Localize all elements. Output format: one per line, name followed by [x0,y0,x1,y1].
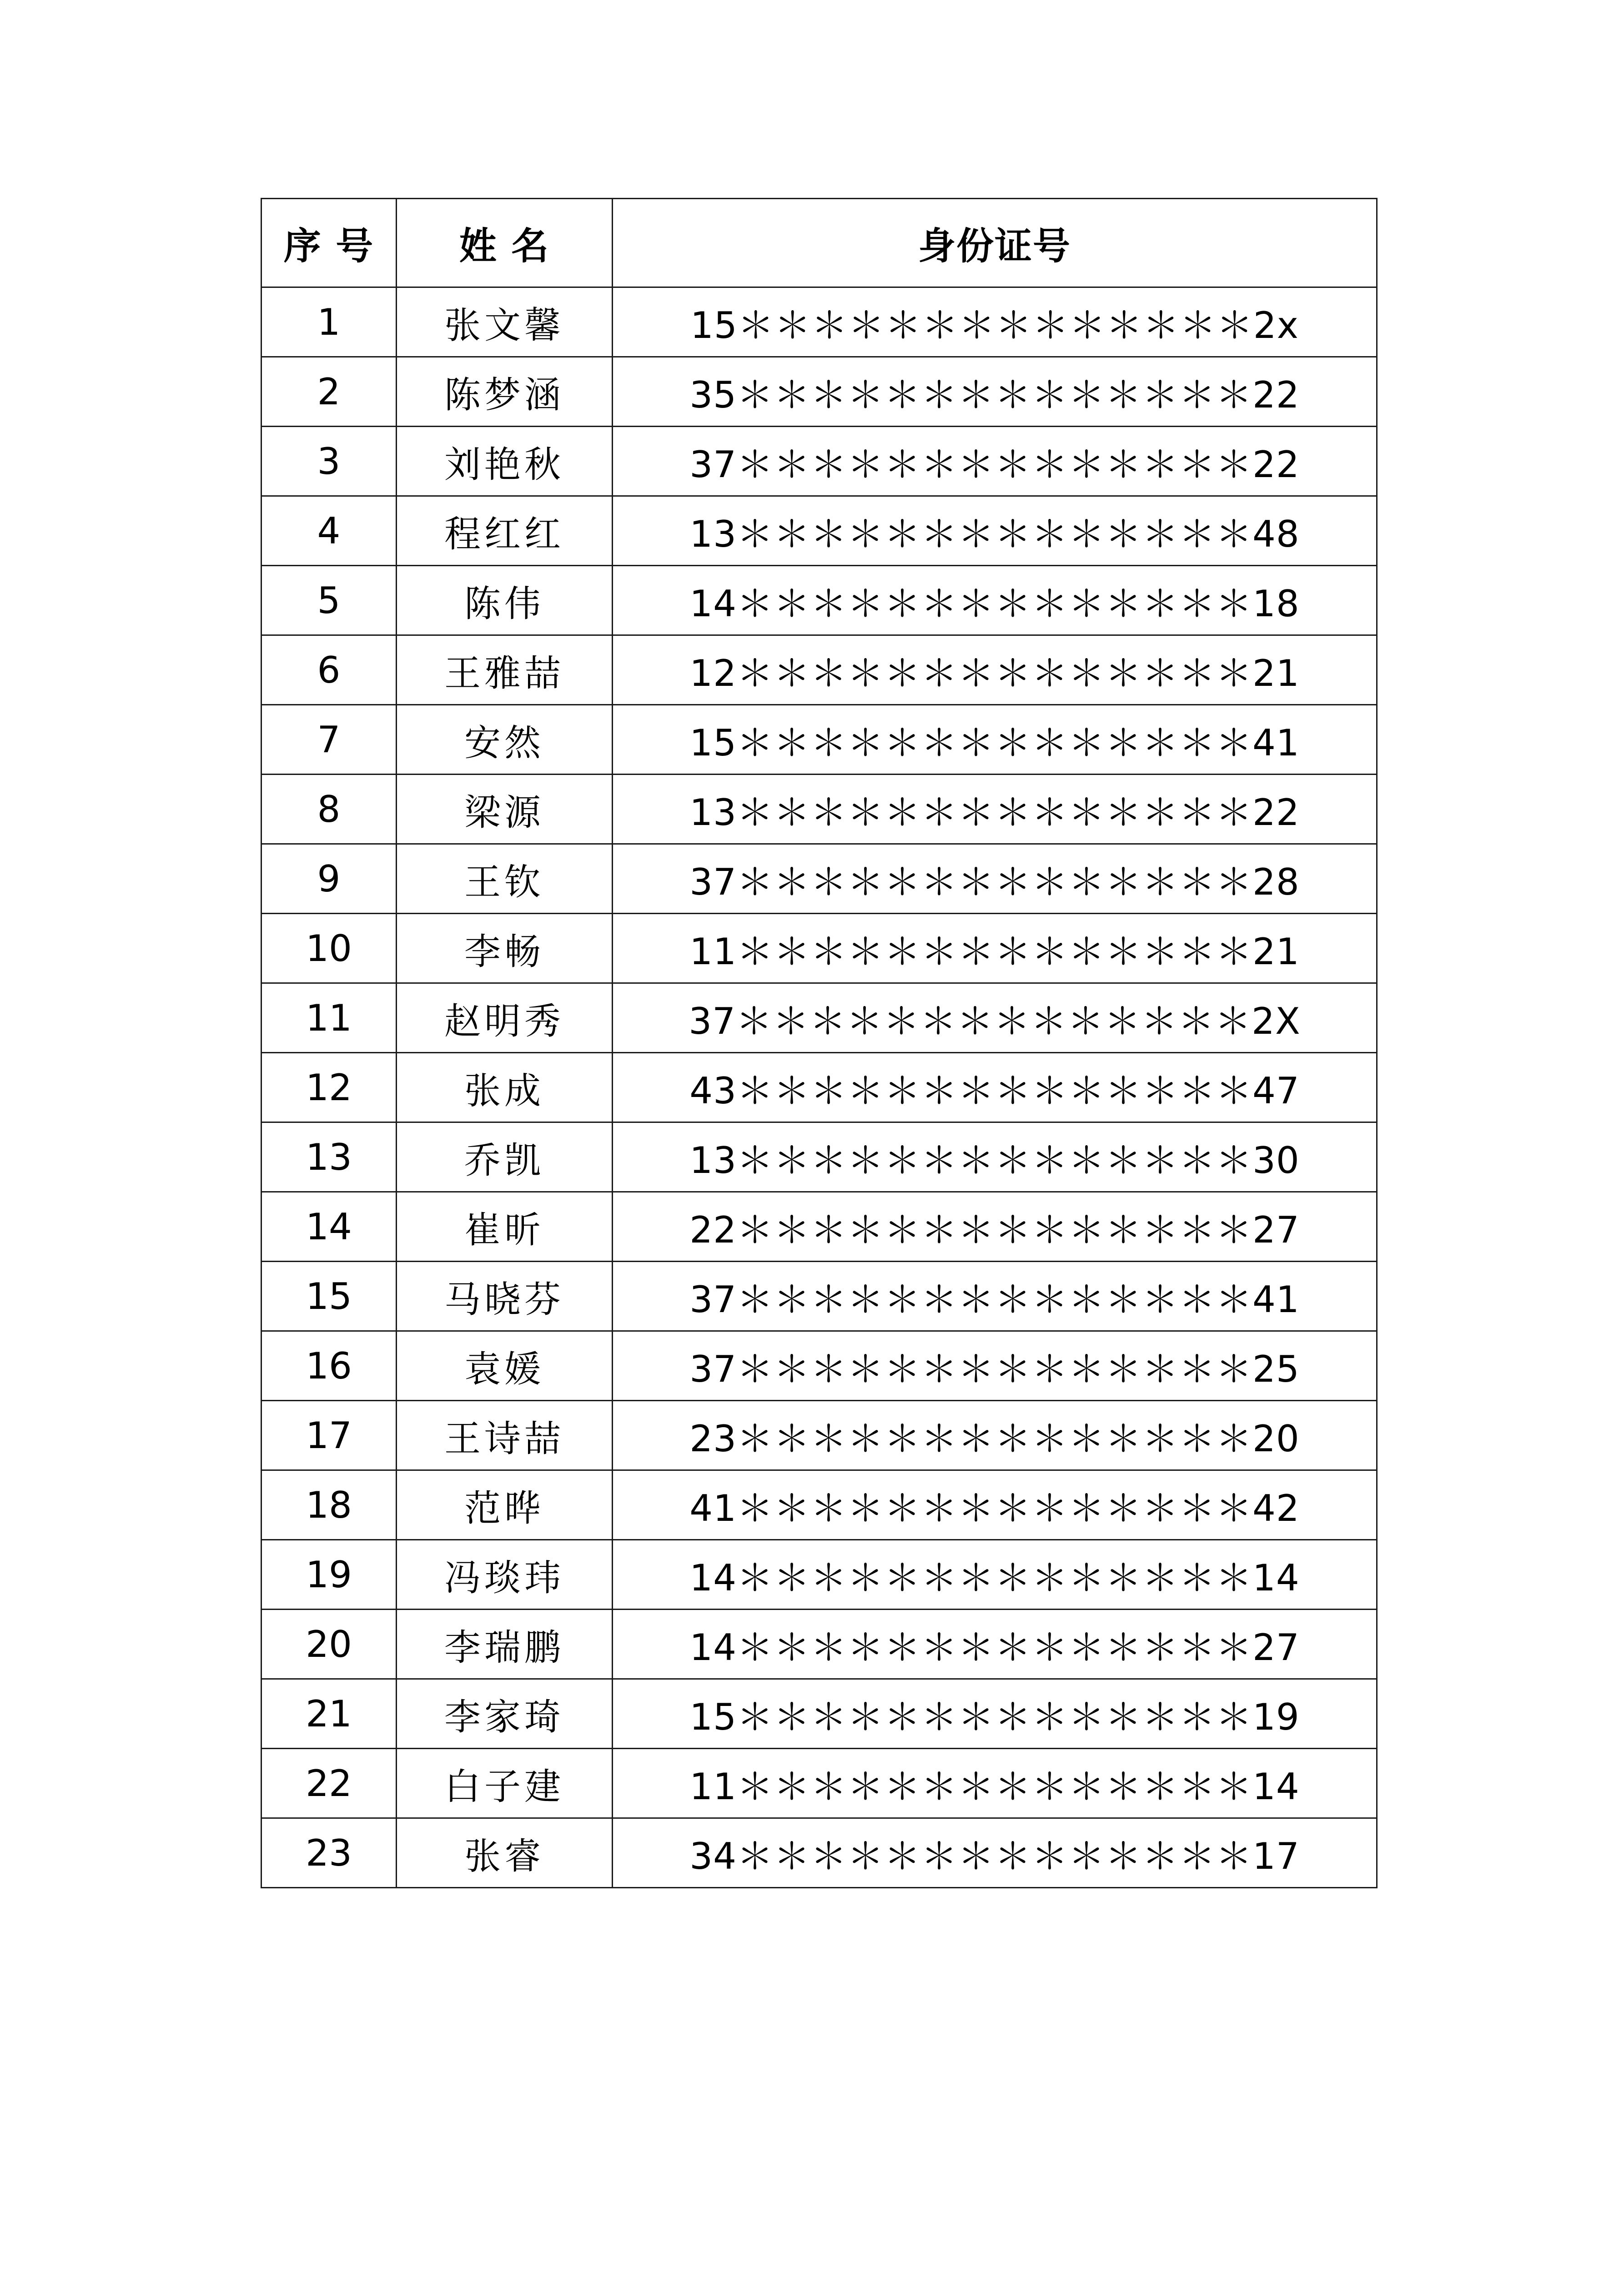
document-page [261,198,1376,1888]
name-cell: 崔昕 [397,1192,613,1262]
serial-number-cell: 16 [261,1331,397,1401]
table-row [261,496,1377,566]
serial-number-cell: 23 [261,1818,397,1888]
id-number-cell: 15＊＊＊＊＊＊＊＊＊＊＊＊＊＊2x [613,287,1377,357]
serial-number-cell: 1 [261,287,397,357]
id-number-cell: 37＊＊＊＊＊＊＊＊＊＊＊＊＊＊25 [613,1331,1377,1401]
name-cell: 张睿 [397,1818,613,1888]
id-number-cell: 37＊＊＊＊＊＊＊＊＊＊＊＊＊＊41 [613,1262,1377,1331]
serial-number-cell: 13 [261,1122,397,1192]
table-row [261,1679,1377,1749]
roster-table [261,198,1378,1888]
serial-number-cell: 20 [261,1610,397,1679]
table-row [261,1610,1377,1679]
serial-number-cell: 6 [261,635,397,705]
table-row [261,1540,1377,1610]
name-cell: 李畅 [397,914,613,983]
serial-number-cell: 4 [261,496,397,566]
header-row [261,199,1377,287]
table-row [261,1262,1377,1331]
name-cell: 梁源 [397,775,613,844]
name-cell: 乔凯 [397,1122,613,1192]
table-row [261,566,1377,635]
name-cell: 张成 [397,1053,613,1122]
id-number-cell: 23＊＊＊＊＊＊＊＊＊＊＊＊＊＊20 [613,1401,1377,1470]
serial-number-cell: 3 [261,427,397,496]
name-cell: 范晔 [397,1470,613,1540]
serial-number-cell: 8 [261,775,397,844]
id-number-cell: 13＊＊＊＊＊＊＊＊＊＊＊＊＊＊22 [613,775,1377,844]
name-cell: 马晓芬 [397,1262,613,1331]
table-row [261,635,1377,705]
name-cell: 安然 [397,705,613,775]
table-row [261,1818,1377,1888]
header-name: 姓 名 [397,199,613,287]
table-body [261,287,1377,1888]
id-number-cell: 13＊＊＊＊＊＊＊＊＊＊＊＊＊＊30 [613,1122,1377,1192]
serial-number-cell: 22 [261,1749,397,1818]
table-header [261,199,1377,287]
name-cell: 陈伟 [397,566,613,635]
serial-number-cell: 18 [261,1470,397,1540]
serial-number-cell: 14 [261,1192,397,1262]
table-row [261,357,1377,427]
name-cell: 李瑞鹏 [397,1610,613,1679]
table-row [261,1470,1377,1540]
name-cell: 赵明秀 [397,983,613,1053]
name-cell: 袁媛 [397,1331,613,1401]
table-row [261,983,1377,1053]
table-row [261,844,1377,914]
name-cell: 程红红 [397,496,613,566]
name-cell: 陈梦涵 [397,357,613,427]
table-row [261,775,1377,844]
id-number-cell: 12＊＊＊＊＊＊＊＊＊＊＊＊＊＊21 [613,635,1377,705]
serial-number-cell: 21 [261,1679,397,1749]
serial-number-cell: 15 [261,1262,397,1331]
name-cell: 白子建 [397,1749,613,1818]
id-number-cell: 11＊＊＊＊＊＊＊＊＊＊＊＊＊＊14 [613,1749,1377,1818]
table-row [261,1401,1377,1470]
table-row [261,1053,1377,1122]
name-cell: 李家琦 [397,1679,613,1749]
serial-number-cell: 19 [261,1540,397,1610]
id-number-cell: 11＊＊＊＊＊＊＊＊＊＊＊＊＊＊21 [613,914,1377,983]
serial-number-cell: 11 [261,983,397,1053]
id-number-cell: 35＊＊＊＊＊＊＊＊＊＊＊＊＊＊22 [613,357,1377,427]
table-row [261,1122,1377,1192]
id-number-cell: 41＊＊＊＊＊＊＊＊＊＊＊＊＊＊42 [613,1470,1377,1540]
serial-number-cell: 12 [261,1053,397,1122]
id-number-cell: 14＊＊＊＊＊＊＊＊＊＊＊＊＊＊14 [613,1540,1377,1610]
serial-number-cell: 9 [261,844,397,914]
table-row [261,287,1377,357]
serial-number-cell: 7 [261,705,397,775]
name-cell: 冯琰玮 [397,1540,613,1610]
table-row [261,1331,1377,1401]
header-id-number: 身份证号 [613,199,1377,287]
header-serial-number: 序 号 [261,199,397,287]
id-number-cell: 37＊＊＊＊＊＊＊＊＊＊＊＊＊＊22 [613,427,1377,496]
serial-number-cell: 2 [261,357,397,427]
id-number-cell: 22＊＊＊＊＊＊＊＊＊＊＊＊＊＊27 [613,1192,1377,1262]
id-number-cell: 14＊＊＊＊＊＊＊＊＊＊＊＊＊＊27 [613,1610,1377,1679]
table-row [261,1192,1377,1262]
name-cell: 张文馨 [397,287,613,357]
id-number-cell: 34＊＊＊＊＊＊＊＊＊＊＊＊＊＊17 [613,1818,1377,1888]
id-number-cell: 37＊＊＊＊＊＊＊＊＊＊＊＊＊＊28 [613,844,1377,914]
id-number-cell: 14＊＊＊＊＊＊＊＊＊＊＊＊＊＊18 [613,566,1377,635]
id-number-cell: 15＊＊＊＊＊＊＊＊＊＊＊＊＊＊41 [613,705,1377,775]
name-cell: 刘艳秋 [397,427,613,496]
id-number-cell: 15＊＊＊＊＊＊＊＊＊＊＊＊＊＊19 [613,1679,1377,1749]
table-row [261,705,1377,775]
name-cell: 王雅喆 [397,635,613,705]
id-number-cell: 43＊＊＊＊＊＊＊＊＊＊＊＊＊＊47 [613,1053,1377,1122]
name-cell: 王钦 [397,844,613,914]
name-cell: 王诗喆 [397,1401,613,1470]
serial-number-cell: 5 [261,566,397,635]
table-row [261,914,1377,983]
serial-number-cell: 17 [261,1401,397,1470]
id-number-cell: 13＊＊＊＊＊＊＊＊＊＊＊＊＊＊48 [613,496,1377,566]
table-row [261,1749,1377,1818]
serial-number-cell: 10 [261,914,397,983]
id-number-cell: 37＊＊＊＊＊＊＊＊＊＊＊＊＊＊2X [613,983,1377,1053]
table-row [261,427,1377,496]
